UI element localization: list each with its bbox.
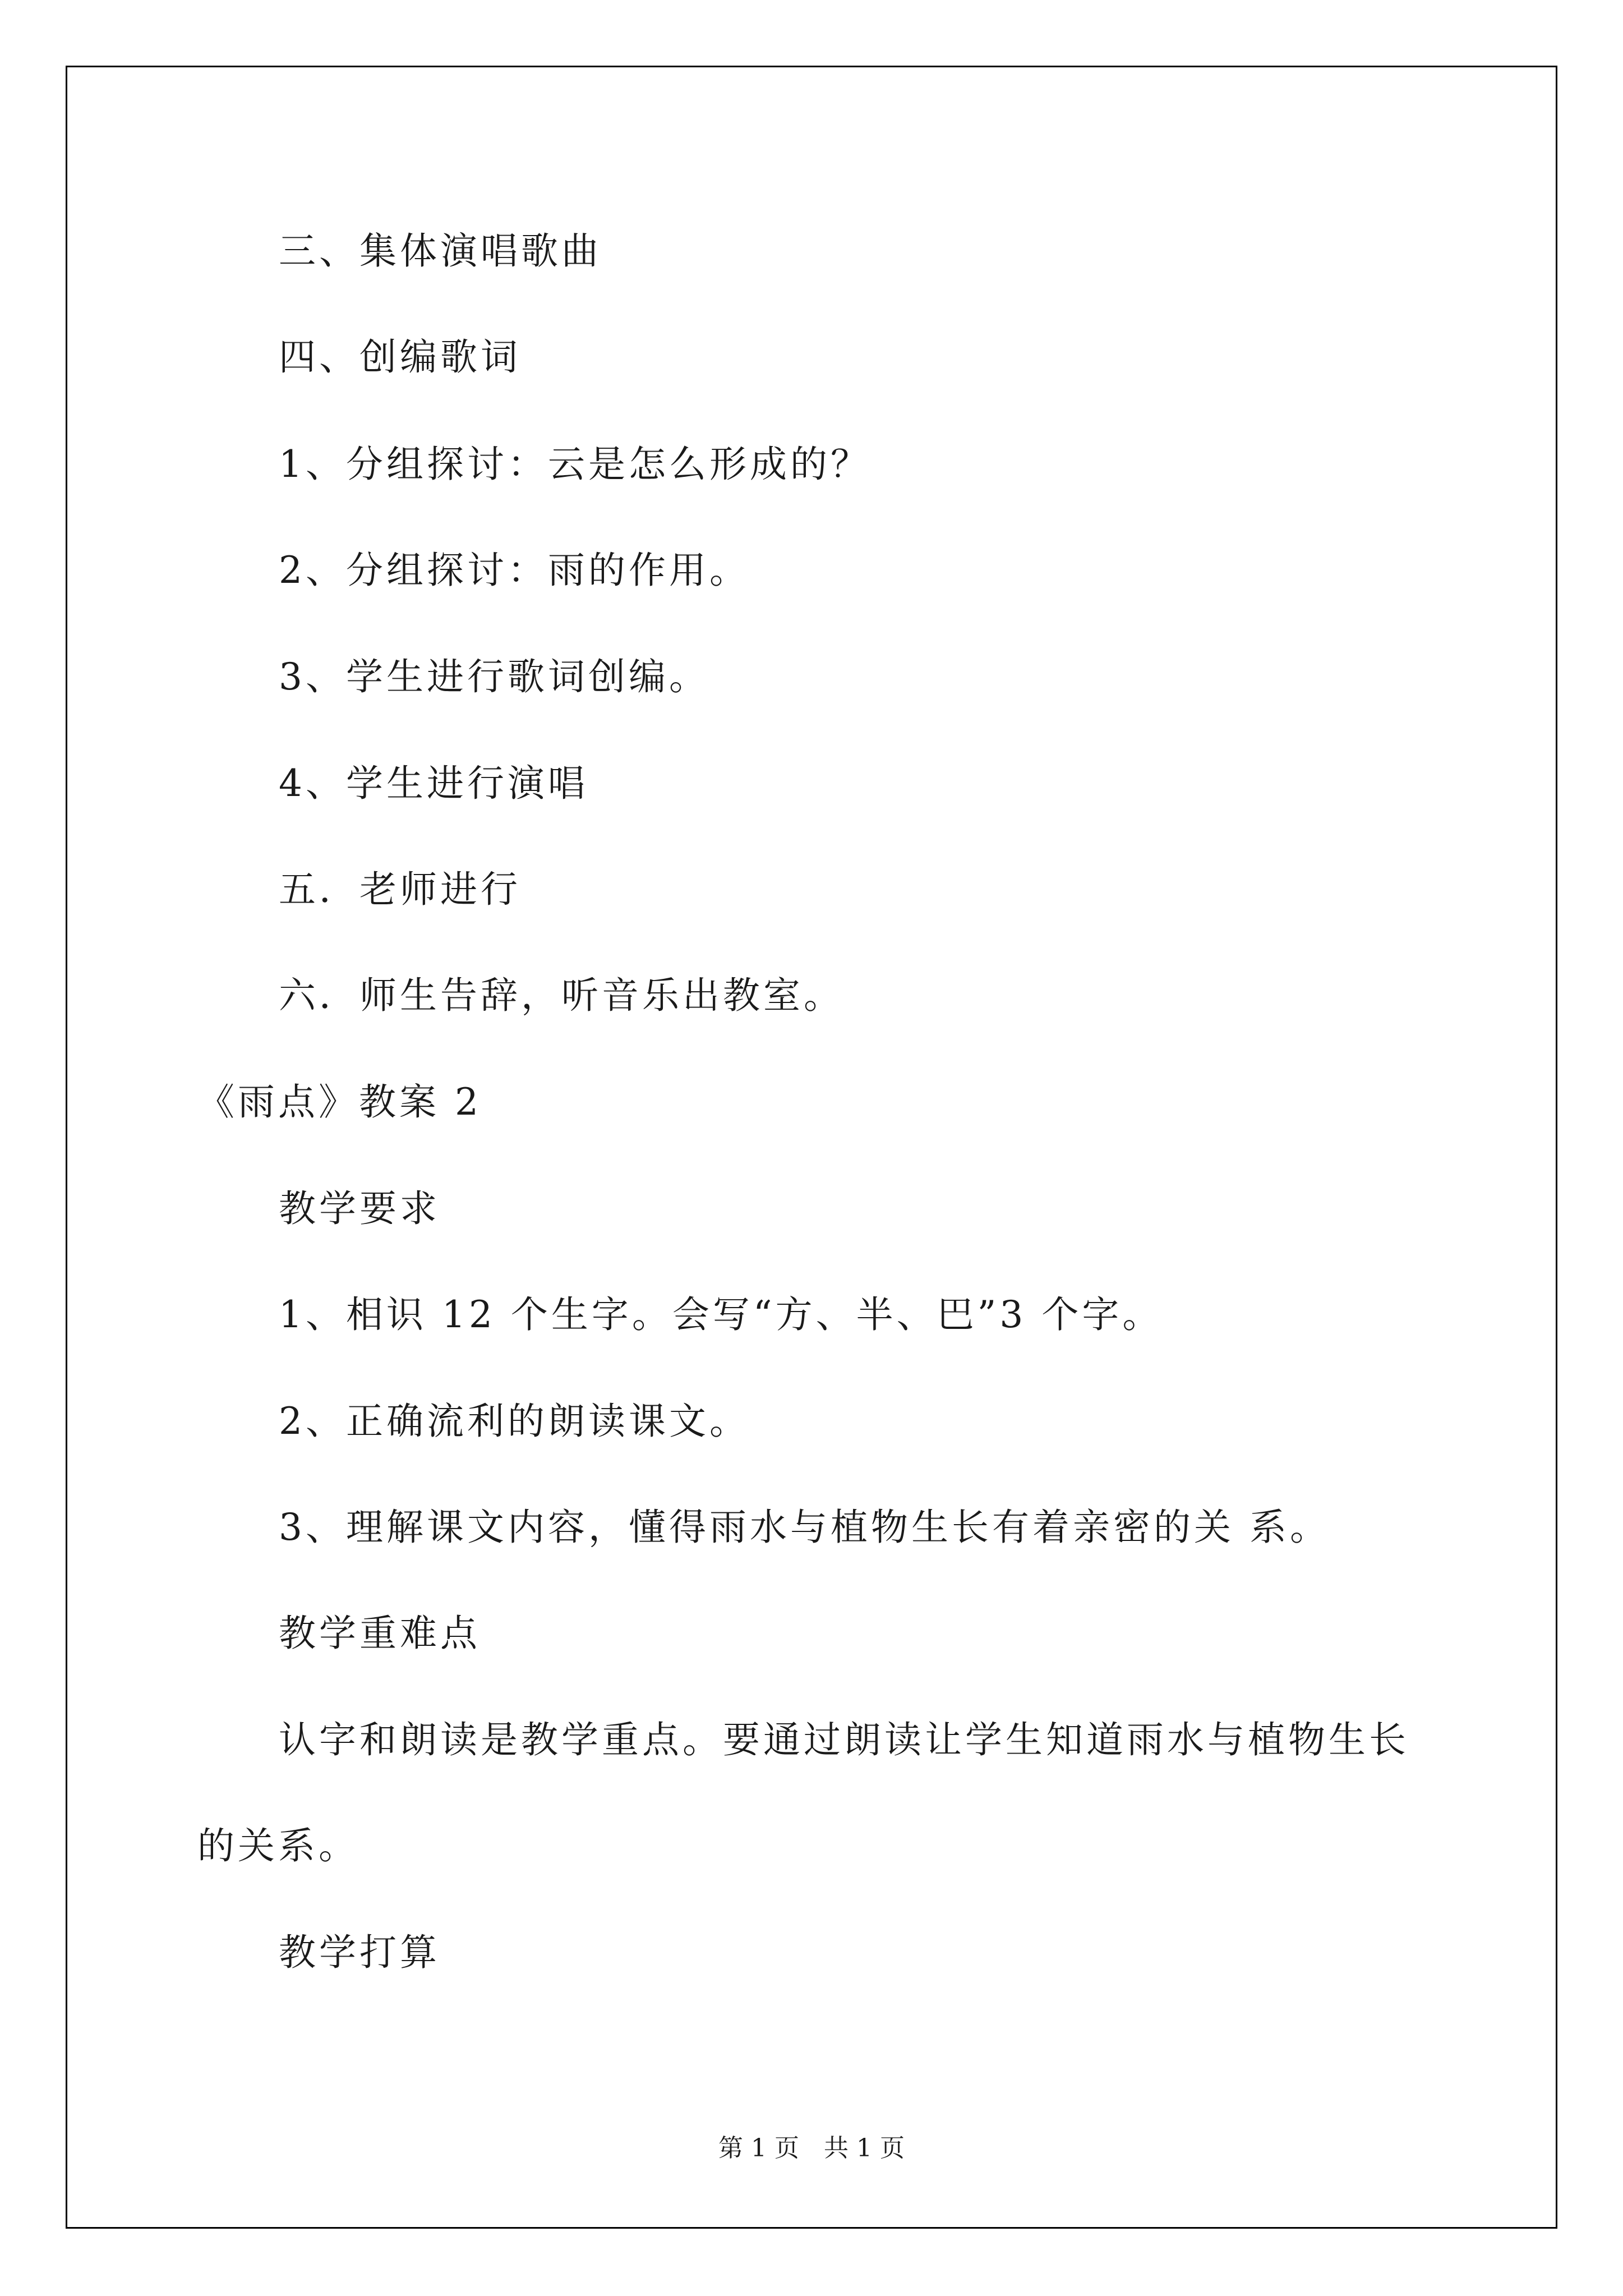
subheading-key-points: 教学重难点 [279, 1612, 481, 1655]
section-heading-4: 四、创编歌词 [279, 335, 521, 379]
paragraph-line: 的关系。 [197, 1824, 359, 1867]
list-item: 2、正确流利的朗读课文。 [279, 1400, 750, 1443]
list-item: 1、相识 12 个生字。会写“方、半、巴”3 个字。 [279, 1293, 1163, 1336]
list-item: 4、学生进行演唱 [279, 762, 588, 805]
section-heading-6: 六．师生告辞，听音乐出教室。 [279, 974, 844, 1017]
list-item: 2、分组探讨：雨的作用。 [279, 549, 750, 592]
page-border [66, 66, 1557, 2229]
list-item: 3、理解课文内容，懂得雨水与植物生长有着亲密的关 系。 [279, 1506, 1330, 1549]
page-footer: 第 1 页 共 1 页 [718, 2134, 905, 2162]
section-heading-5: 五．老师进行 [279, 868, 521, 911]
lesson-title: 《雨点》教案 2 [197, 1080, 482, 1124]
subheading-requirements: 教学要求 [279, 1187, 440, 1230]
paragraph-line: 认字和朗读是教学重点。要通过朗读让学生知道雨水与植物生长 [279, 1718, 1409, 1761]
subheading-preparation: 教学打算 [279, 1931, 440, 1974]
section-heading-3: 三、集体演唱歌曲 [279, 229, 602, 273]
list-item: 1、分组探讨：云是怎么形成的？ [279, 443, 871, 486]
list-item: 3、学生进行歌词创编。 [279, 655, 709, 698]
